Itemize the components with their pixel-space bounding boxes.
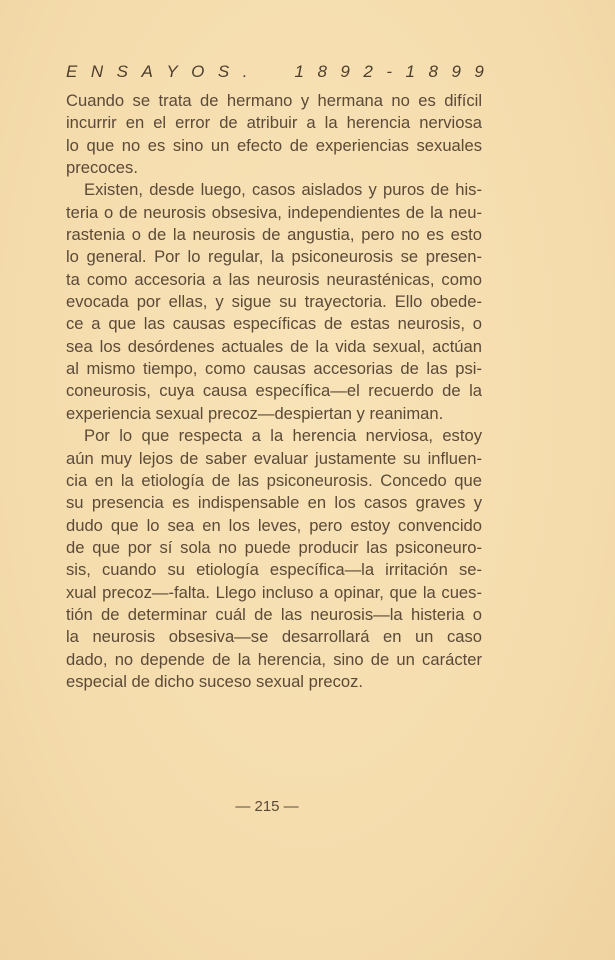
header-title-letter: Y bbox=[166, 62, 178, 81]
page-number: — 215 — bbox=[235, 798, 299, 815]
header-title-letter: O bbox=[191, 62, 205, 81]
text-line: xual precoz—-falta. Llego incluso a opinar, que la cues- bbox=[66, 582, 482, 602]
header-year-char: 9 bbox=[451, 62, 461, 81]
header-title-letter: A bbox=[141, 62, 153, 81]
header-year-char: - bbox=[386, 62, 393, 81]
text-line: Cuando se trata de hermano y hermana no es difícil bbox=[66, 91, 482, 110]
header-year-char: 8 bbox=[317, 62, 327, 81]
text-line: lo general. Por lo regular, la psiconeurosis se presen- bbox=[66, 247, 482, 267]
header-year-char: 2 bbox=[363, 62, 373, 81]
text-line: sis, cuando su etiología específica—la irritación se- bbox=[66, 560, 482, 580]
header-year-char: 1 bbox=[294, 62, 304, 81]
text-line: evocada por ellas, y sigue su trayectoria. Ello obede- bbox=[66, 292, 482, 312]
text-line: precoces. bbox=[66, 158, 138, 178]
text-line: tión de determinar cuál de las neurosis—la histeria o bbox=[66, 604, 482, 624]
text-line: teria o de neurosis obsesiva, independientes de la neu- bbox=[66, 202, 482, 222]
text-line: dado, no depende de la herencia, sino de un carácter bbox=[66, 649, 482, 669]
text-line: su presencia es indispensable en los casos graves y bbox=[66, 493, 482, 513]
text-line: al mismo tiempo, como causas accesorias de las psi- bbox=[66, 359, 482, 379]
text-line: la neurosis obsesiva—se desarrollará en un caso bbox=[66, 627, 482, 647]
text-line: Por lo que respecta a la herencia nerviosa, estoy bbox=[84, 426, 482, 446]
header-gap bbox=[261, 62, 281, 82]
text-line: rastenia o de la neurosis de angustia, pero no es esto bbox=[66, 225, 482, 245]
text-line: incurrir en el error de atribuir a la herencia nerviosa bbox=[66, 113, 482, 133]
header-title-letter: . bbox=[242, 62, 248, 81]
header-title-letter: S bbox=[116, 62, 128, 81]
running-header bbox=[66, 62, 484, 82]
header-title-letter: E bbox=[66, 62, 78, 81]
text-line: cia en la etiología de las psiconeurosis. Concedo que bbox=[66, 470, 482, 490]
header-year-char: 9 bbox=[474, 62, 484, 81]
header-year-char: 9 bbox=[340, 62, 350, 81]
text-line: de que por sí sola no puede producir las psiconeuro- bbox=[66, 537, 482, 557]
body-text bbox=[66, 90, 482, 693]
text-line: dudo que lo sea en los leves, pero estoy convencido bbox=[66, 515, 482, 535]
text-line: coneurosis, cuya causa específica—el recuerdo de la bbox=[66, 381, 482, 401]
text-line: experiencia sexual precoz—despiertan y reaniman. bbox=[66, 403, 444, 423]
header-title-letter: N bbox=[90, 62, 104, 81]
text-line: ce a que las causas específicas de estas neurosis, o bbox=[66, 314, 482, 334]
text-line: lo que no es sino un efecto de experiencias sexuales bbox=[66, 135, 482, 155]
text-line: ta como accesoria a las neurosis neurasténicas, como bbox=[66, 269, 482, 289]
header-year-char: 1 bbox=[405, 62, 415, 81]
text-line: aún muy lejos de saber evaluar justamente su influen- bbox=[66, 448, 482, 468]
text-line: especial de dicho suceso sexual precoz. bbox=[66, 671, 364, 691]
header-title-letter: S bbox=[217, 62, 230, 81]
text-line: Existen, desde luego, casos aislados y puros de his- bbox=[84, 180, 482, 200]
header-year-char: 8 bbox=[428, 62, 438, 81]
text-line: sea los desórdenes actuales de la vida sexual, actúan bbox=[66, 336, 482, 356]
